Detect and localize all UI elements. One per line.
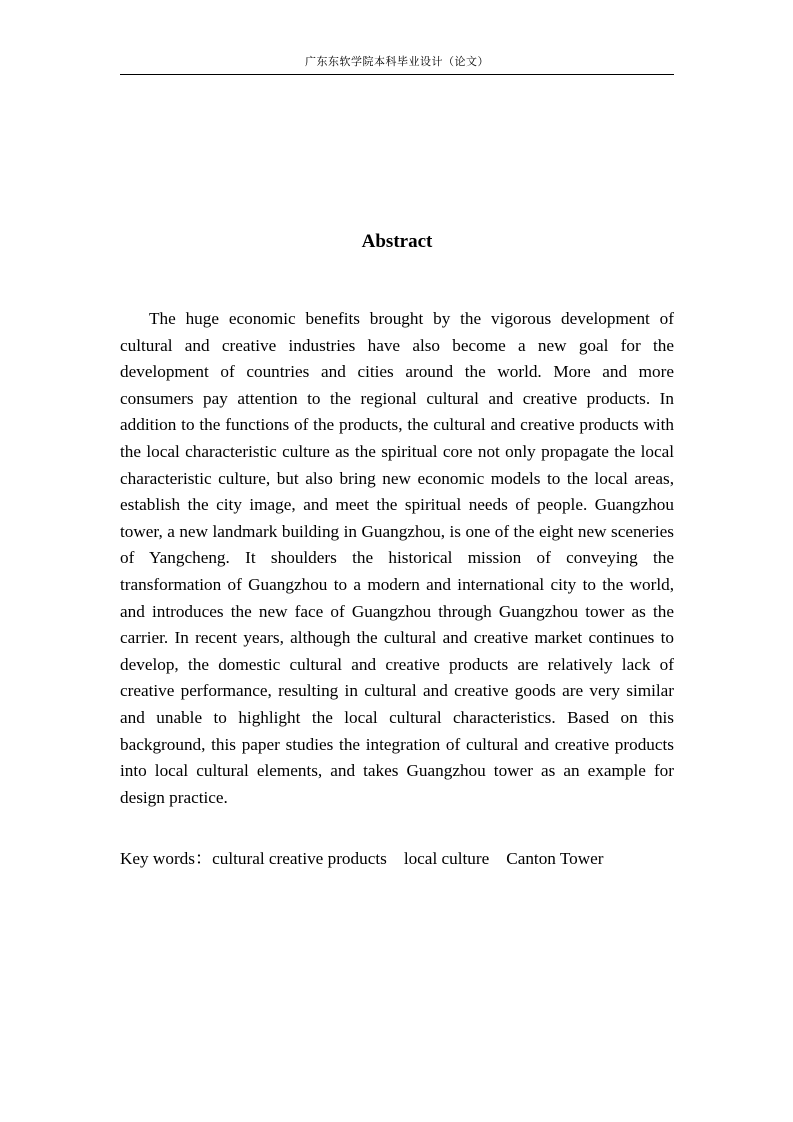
abstract-title: Abstract	[361, 231, 433, 252]
keyword-item: local culture	[403, 849, 490, 868]
keyword-item: Canton Tower	[506, 849, 604, 868]
header-rule	[120, 74, 674, 75]
page-header: 广东东软学院本科毕业设计（论文）	[305, 55, 489, 68]
keywords-label: Key words：	[120, 849, 213, 868]
abstract-body: The huge economic benefits brought by the vigorous development of cultural and creative industries have also become a new goal for the development of countries and cities around the world. More and more consumers pay attention to the regional cultural and creative products. In addition to the functions of the products, the cultural and creative products with the local characteristic culture as the spiritual core not only propagate the local characteristic culture, but also bring new economic models to the local areas, establish the city image, and meet the spiritual needs of people. Guangzhou tower, a new landmark building in Guangzhou, is one of the eight new sceneries of Yangcheng. It shoulders the historical mission of conveying the transformation of Guangzhou to a modern and international city to the world, and introduces the new face of Guangzhou through Guangzhou tower as the carrier. In recent years, although the cultural and creative market continues to develop, the domestic cultural and creative products are relatively lack of creative performance, resulting in cultural and creative goods are very similar and unable to highlight the local cultural characteristics. Based on this background, this paper studies the integration of cultural and creative products into local cultural elements, and takes Guangzhou tower as an example for design practice.	[120, 309, 674, 807]
keywords-line	[120, 846, 674, 872]
keyword-item: cultural creative products	[212, 849, 387, 868]
